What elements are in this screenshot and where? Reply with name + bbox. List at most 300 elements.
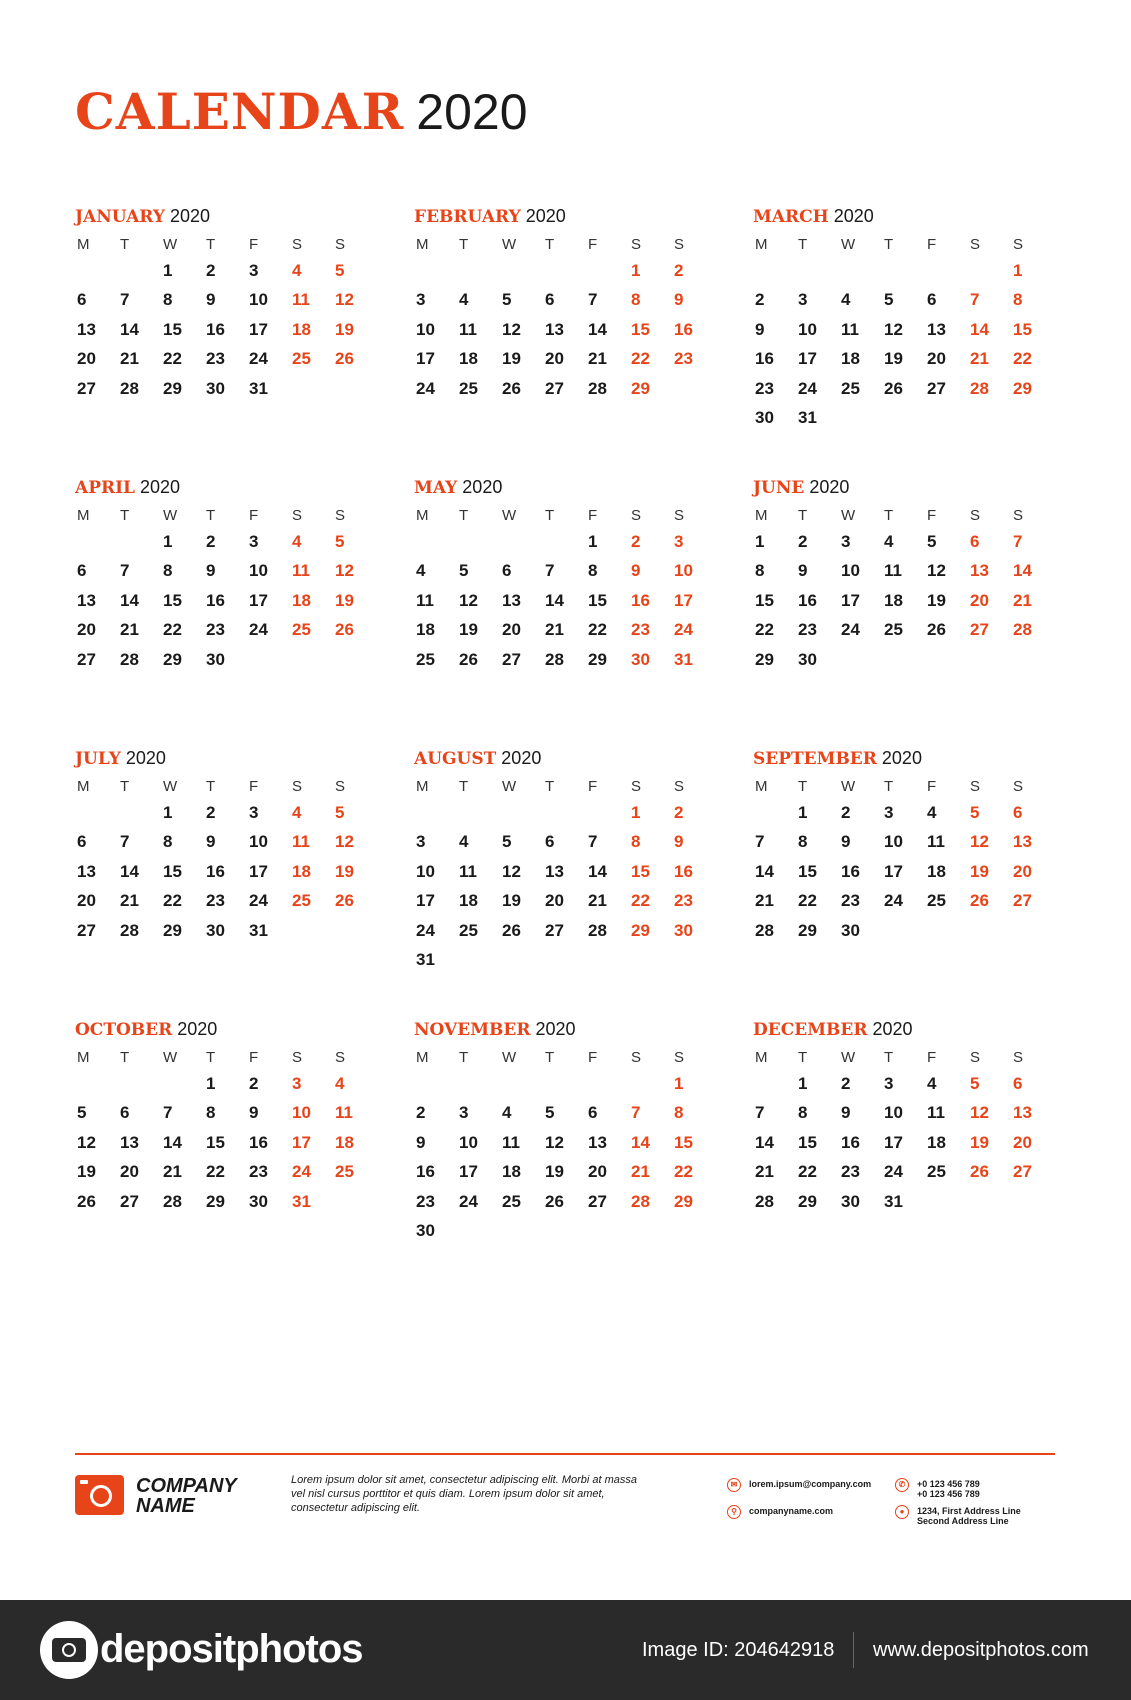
day-cell: 26 (545, 1191, 564, 1211)
week-row (753, 1069, 1092, 1098)
day-cell: 19 (335, 861, 354, 881)
day-cell: 11 (292, 561, 310, 581)
weekday-label: T (120, 236, 130, 253)
month-june (753, 476, 1092, 747)
week-row (753, 527, 1092, 556)
day-cell: 25 (292, 349, 311, 369)
day-cell (882, 403, 925, 432)
weekday-label: M (755, 236, 768, 253)
day-cell: 15 (798, 861, 817, 881)
day-cell: 23 (674, 349, 693, 369)
day-cell: 24 (249, 620, 268, 640)
day-cell (118, 798, 161, 827)
day-cell: 4 (292, 803, 302, 822)
month-year: 2020 (177, 1019, 218, 1039)
day-cell: 5 (335, 532, 345, 551)
day-cell (925, 256, 968, 285)
week-row (753, 916, 1092, 945)
day-cell: 1 (163, 532, 173, 551)
month-february (414, 205, 753, 476)
day-cell (457, 1069, 500, 1098)
weekday-label: M (755, 778, 768, 795)
day-cell: 13 (77, 590, 96, 610)
day-cell: 26 (77, 1191, 96, 1211)
day-cell: 7 (755, 1103, 765, 1123)
day-cell: 30 (674, 920, 693, 940)
weekday-label: M (77, 507, 90, 524)
week-row (753, 1187, 1092, 1216)
month-title (753, 747, 1092, 769)
day-cell: 24 (292, 1162, 311, 1182)
day-cell: 13 (545, 319, 564, 339)
week-row (414, 374, 753, 403)
day-cell: 26 (884, 378, 903, 398)
day-cell: 27 (502, 649, 521, 669)
day-cell: 13 (120, 1132, 139, 1152)
day-cell: 29 (206, 1191, 225, 1211)
day-cell: 26 (927, 620, 946, 640)
day-cell (500, 1216, 543, 1245)
day-cell: 12 (884, 319, 903, 339)
week-row (75, 827, 414, 856)
day-cell (500, 1069, 543, 1098)
day-cell: 20 (970, 590, 989, 610)
weekday-header (753, 234, 1092, 256)
day-cell: 2 (206, 532, 216, 551)
website-text: companyname.com (749, 1506, 834, 1516)
week-row (75, 1069, 414, 1098)
weekday-label: W (841, 507, 856, 524)
day-cell: 10 (884, 832, 903, 852)
day-cell: 31 (249, 920, 268, 940)
day-cell: 4 (884, 532, 894, 551)
day-cell: 24 (249, 891, 268, 911)
title-word: CALENDAR (75, 82, 405, 141)
footer-divider (75, 1453, 1055, 1455)
day-cell: 28 (120, 920, 139, 940)
day-cell: 8 (163, 832, 173, 852)
day-cell: 18 (459, 891, 478, 911)
week-row (753, 798, 1092, 827)
weekday-label: T (545, 1049, 555, 1066)
weekday-label: W (841, 1049, 856, 1066)
weekday-label: F (249, 778, 259, 795)
day-cell: 6 (77, 832, 87, 852)
day-cell: 2 (841, 803, 851, 822)
weekday-label: T (545, 778, 555, 795)
month-year: 2020 (881, 748, 922, 768)
footer (75, 1470, 1055, 1530)
day-cell: 10 (798, 319, 817, 339)
day-cell: 16 (798, 590, 817, 610)
week-row (414, 886, 753, 915)
month-title (753, 1018, 1092, 1040)
stock-url[interactable]: www.depositphotos.com (873, 1639, 1089, 1661)
month-title (414, 747, 753, 769)
day-cell: 28 (970, 378, 989, 398)
week-row (414, 256, 753, 285)
day-cell (882, 645, 925, 674)
day-cell: 2 (755, 290, 765, 310)
day-cell: 7 (588, 290, 598, 310)
day-cell: 17 (884, 861, 903, 881)
day-cell: 3 (249, 803, 259, 822)
day-cell (672, 374, 715, 403)
day-cell: 1 (206, 1074, 216, 1093)
day-cell: 5 (502, 832, 512, 852)
day-cell (118, 527, 161, 556)
week-row (414, 1187, 753, 1216)
mail-icon: ✉ (727, 1478, 741, 1492)
day-cell: 23 (841, 891, 860, 911)
day-cell: 16 (841, 861, 860, 881)
week-row (75, 527, 414, 556)
week-row (414, 857, 753, 886)
depositphotos-logo-icon (40, 1621, 98, 1679)
stock-photo-bar (0, 1600, 1131, 1700)
day-cell: 17 (292, 1132, 311, 1152)
weekday-label: F (927, 1049, 937, 1066)
day-cell: 12 (970, 1103, 989, 1123)
week-row (414, 945, 753, 974)
month-year: 2020 (462, 477, 503, 497)
day-cell: 14 (163, 1132, 182, 1152)
week-row (75, 645, 414, 674)
day-cell: 17 (416, 349, 435, 369)
day-cell: 22 (631, 891, 650, 911)
day-cell: 23 (206, 891, 225, 911)
weekday-label: S (631, 236, 642, 253)
day-cell: 7 (545, 561, 555, 581)
day-cell: 21 (1013, 590, 1032, 610)
camera-logo-icon (75, 1475, 124, 1515)
weekday-header (414, 505, 753, 527)
weekday-label: F (588, 236, 598, 253)
day-cell: 1 (674, 1074, 684, 1093)
day-cell: 15 (206, 1132, 225, 1152)
weekday-label: M (755, 1049, 768, 1066)
day-cell: 30 (841, 920, 860, 940)
day-cell: 3 (416, 290, 426, 310)
weekday-label: M (77, 236, 90, 253)
day-cell (925, 916, 968, 945)
address-1: 1234, First Address Line (917, 1506, 1021, 1516)
day-cell: 27 (927, 378, 946, 398)
day-cell: 8 (588, 561, 598, 581)
day-cell (290, 374, 333, 403)
day-cell: 20 (927, 349, 946, 369)
day-cell: 1 (798, 803, 808, 822)
day-cell: 18 (841, 349, 860, 369)
day-cell (796, 256, 839, 285)
day-cell (75, 256, 118, 285)
day-cell: 19 (502, 349, 521, 369)
weekday-header (75, 776, 414, 798)
day-cell: 24 (249, 349, 268, 369)
weekday-label: S (335, 778, 346, 795)
month-title (75, 476, 414, 498)
day-cell: 13 (502, 590, 521, 610)
day-cell: 18 (927, 861, 946, 881)
day-cell: 12 (335, 290, 354, 310)
day-cell: 2 (798, 532, 808, 551)
day-cell (333, 916, 376, 945)
day-cell (333, 645, 376, 674)
month-year: 2020 (809, 477, 850, 497)
week-row (753, 344, 1092, 373)
weekday-label: F (927, 507, 937, 524)
day-cell: 19 (335, 319, 354, 339)
week-row (753, 374, 1092, 403)
day-cell: 28 (545, 649, 564, 669)
phone-1: +0 123 456 789 (917, 1479, 980, 1489)
day-cell: 20 (545, 891, 564, 911)
weekday-label: S (1013, 236, 1024, 253)
day-cell: 31 (674, 649, 693, 669)
day-cell: 23 (841, 1162, 860, 1182)
day-cell: 28 (588, 920, 607, 940)
day-cell: 25 (841, 378, 860, 398)
day-cell: 10 (249, 561, 268, 581)
weekday-label: S (631, 778, 642, 795)
day-cell: 20 (588, 1162, 607, 1182)
month-title (75, 205, 414, 227)
day-cell: 2 (841, 1074, 851, 1093)
day-cell: 3 (249, 261, 259, 280)
day-cell: 22 (631, 349, 650, 369)
month-name: FEBRUARY (414, 207, 521, 227)
week-row (414, 315, 753, 344)
title-year: 2020 (416, 84, 528, 140)
day-cell: 18 (884, 590, 903, 610)
day-cell: 16 (841, 1132, 860, 1152)
day-cell: 6 (77, 561, 87, 581)
day-cell (333, 1187, 376, 1216)
day-cell: 16 (206, 319, 225, 339)
day-cell: 17 (249, 861, 268, 881)
weekday-label: S (1013, 778, 1024, 795)
weekday-label: S (970, 1049, 981, 1066)
day-cell: 6 (970, 532, 980, 551)
day-cell (543, 527, 586, 556)
day-cell (925, 645, 968, 674)
weekday-label: T (120, 778, 130, 795)
day-cell (161, 1069, 204, 1098)
day-cell: 2 (416, 1103, 426, 1123)
day-cell: 20 (77, 891, 96, 911)
week-row (414, 827, 753, 856)
day-cell: 16 (416, 1162, 435, 1182)
weekday-header (753, 505, 1092, 527)
day-cell: 4 (927, 1074, 937, 1093)
day-cell (290, 645, 333, 674)
months-grid (75, 205, 1065, 1289)
week-row (75, 1128, 414, 1157)
day-cell: 24 (674, 620, 693, 640)
week-row (414, 645, 753, 674)
weekday-label: W (502, 778, 517, 795)
day-cell: 13 (545, 861, 564, 881)
day-cell: 9 (674, 832, 684, 852)
day-cell: 28 (631, 1191, 650, 1211)
weekday-label: W (502, 236, 517, 253)
day-cell: 2 (249, 1074, 259, 1093)
weekday-header (75, 505, 414, 527)
day-cell (414, 798, 457, 827)
day-cell: 15 (163, 319, 182, 339)
day-cell: 5 (970, 1074, 980, 1093)
week-row (75, 315, 414, 344)
day-cell: 17 (674, 590, 693, 610)
day-cell: 6 (927, 290, 937, 310)
day-cell: 2 (206, 261, 216, 280)
weekday-label: S (335, 507, 346, 524)
week-row (75, 374, 414, 403)
day-cell: 27 (545, 920, 564, 940)
weekday-label: W (163, 778, 178, 795)
day-cell: 7 (120, 561, 130, 581)
day-cell: 25 (927, 891, 946, 911)
day-cell: 26 (970, 891, 989, 911)
day-cell: 30 (798, 649, 817, 669)
day-cell: 21 (755, 891, 774, 911)
day-cell: 27 (1013, 1162, 1032, 1182)
day-cell (586, 1069, 629, 1098)
day-cell: 18 (927, 1132, 946, 1152)
day-cell: 28 (588, 378, 607, 398)
day-cell: 12 (335, 561, 354, 581)
day-cell: 23 (631, 620, 650, 640)
day-cell: 4 (459, 290, 469, 310)
week-row (753, 586, 1092, 615)
weekday-label: M (77, 778, 90, 795)
day-cell: 22 (674, 1162, 693, 1182)
phone-icon: ✆ (895, 1478, 909, 1492)
week-row (75, 586, 414, 615)
day-cell: 10 (459, 1132, 478, 1152)
month-name: DECEMBER (753, 1020, 868, 1040)
month-october (75, 1018, 414, 1289)
day-cell (118, 1069, 161, 1098)
day-cell: 21 (588, 349, 607, 369)
day-cell (500, 798, 543, 827)
day-cell: 6 (545, 290, 555, 310)
day-cell: 23 (206, 620, 225, 640)
month-title (75, 1018, 414, 1040)
day-cell: 15 (631, 319, 650, 339)
day-cell: 6 (1013, 1074, 1023, 1093)
weekday-label: S (674, 1049, 685, 1066)
week-row (75, 1187, 414, 1216)
day-cell: 15 (631, 861, 650, 881)
week-row (753, 1098, 1092, 1127)
weekday-label: M (416, 778, 429, 795)
day-cell (543, 1216, 586, 1245)
day-cell (839, 645, 882, 674)
day-cell: 1 (163, 261, 173, 280)
day-cell: 19 (545, 1162, 564, 1182)
month-november (414, 1018, 753, 1289)
day-cell: 24 (459, 1191, 478, 1211)
week-row (753, 403, 1092, 432)
day-cell: 10 (884, 1103, 903, 1123)
weekday-label: T (884, 236, 894, 253)
day-cell: 13 (1013, 832, 1032, 852)
day-cell: 11 (884, 561, 902, 581)
day-cell: 3 (674, 532, 684, 551)
day-cell: 8 (798, 832, 808, 852)
month-name: JANUARY (75, 207, 166, 227)
weekday-label: F (588, 507, 598, 524)
day-cell: 8 (755, 561, 765, 581)
day-cell: 27 (77, 649, 96, 669)
weekday-label: S (674, 236, 685, 253)
day-cell: 14 (588, 861, 607, 881)
day-cell: 28 (120, 649, 139, 669)
weekday-label: T (459, 236, 469, 253)
day-cell (586, 945, 629, 974)
weekday-label: F (588, 778, 598, 795)
day-cell (247, 645, 290, 674)
day-cell: 8 (798, 1103, 808, 1123)
weekday-label: T (798, 778, 808, 795)
weekday-label: T (206, 778, 216, 795)
image-id: Image ID: 204642918 (642, 1639, 835, 1661)
day-cell (457, 256, 500, 285)
location-pin-icon: ● (895, 1505, 909, 1519)
day-cell (629, 945, 672, 974)
month-year: 2020 (525, 206, 566, 226)
day-cell: 29 (755, 649, 774, 669)
day-cell: 4 (841, 290, 851, 310)
weekday-label: T (206, 1049, 216, 1066)
day-cell: 9 (416, 1132, 426, 1152)
day-cell: 12 (970, 832, 989, 852)
week-row (414, 556, 753, 585)
day-cell: 10 (841, 561, 860, 581)
day-cell: 18 (335, 1132, 354, 1152)
day-cell: 16 (755, 349, 774, 369)
day-cell (968, 1187, 1011, 1216)
day-cell: 21 (545, 620, 564, 640)
day-cell: 18 (502, 1162, 521, 1182)
day-cell: 19 (335, 590, 354, 610)
day-cell: 18 (292, 590, 311, 610)
company-description: Lorem ipsum dolor sit amet, consectetur adipiscing elit. Morbi at massa vel nisl cursus porttitor et quis diam. Lorem ipsum dolor sit amet, consectetur adipiscing elit. (291, 1474, 638, 1514)
week-row (414, 285, 753, 314)
month-march (753, 205, 1092, 476)
day-cell: 12 (77, 1132, 96, 1152)
day-cell: 15 (588, 590, 607, 610)
weekday-label: W (502, 507, 517, 524)
weekday-label: S (1013, 1049, 1024, 1066)
day-cell: 22 (588, 620, 607, 640)
day-cell: 21 (755, 1162, 774, 1182)
day-cell: 11 (292, 290, 310, 310)
weekday-header (414, 776, 753, 798)
day-cell: 29 (1013, 378, 1032, 398)
day-cell: 26 (459, 649, 478, 669)
day-cell (543, 256, 586, 285)
weekday-label: T (206, 236, 216, 253)
day-cell: 1 (631, 261, 641, 280)
day-cell: 25 (292, 891, 311, 911)
day-cell (457, 945, 500, 974)
day-cell: 22 (1013, 349, 1032, 369)
day-cell: 13 (927, 319, 946, 339)
day-cell: 28 (120, 378, 139, 398)
day-cell: 21 (163, 1162, 182, 1182)
